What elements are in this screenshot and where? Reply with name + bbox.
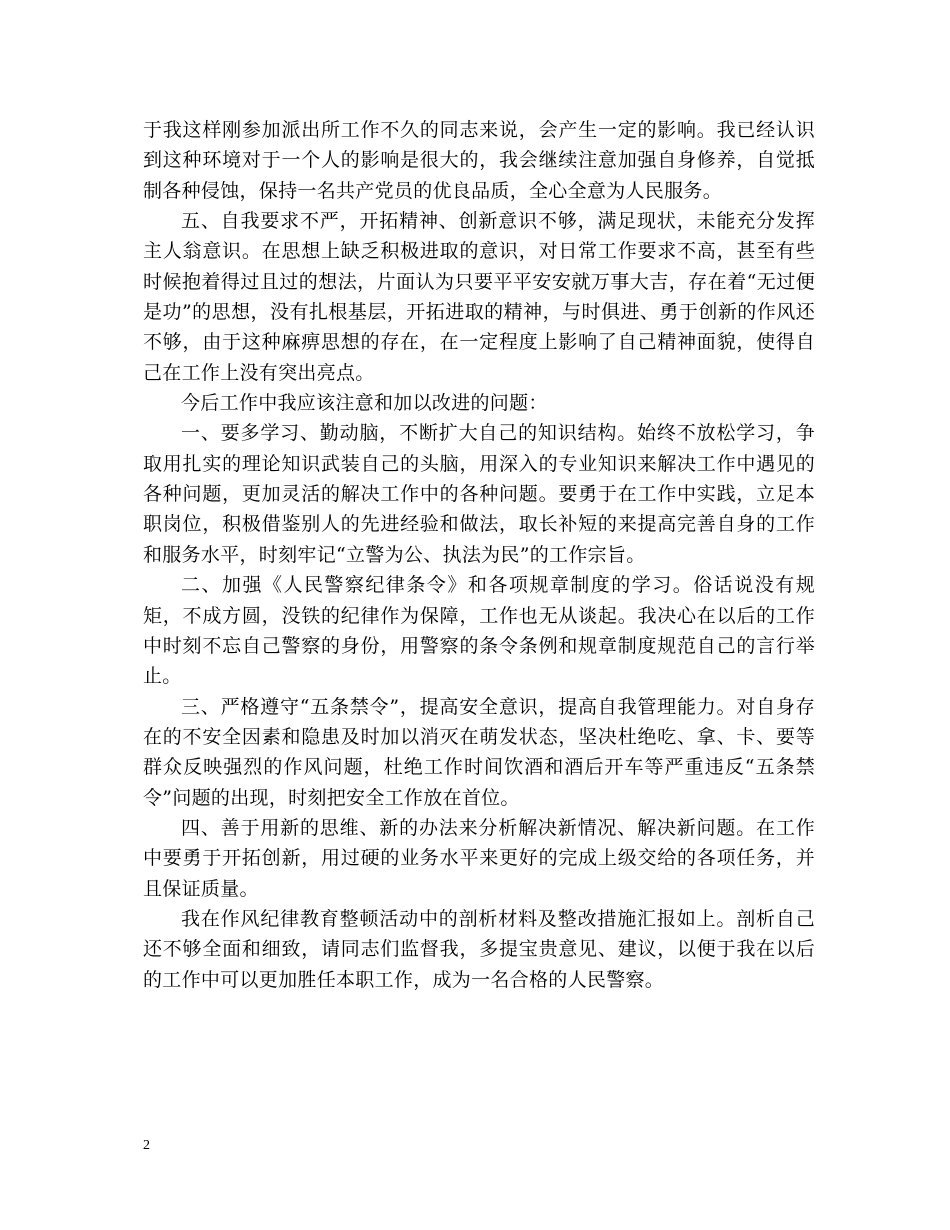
paragraph-conclusion: 我在作风纪律教育整顿活动中的剖析材料及整改措施汇报如上。剖析自己还不够全面和细致，请同志们监督我，多提宝贵意见、建议，以便于我在以后的工作中可以更加胜任本职工作，成为一名合格的人民警察。: [143, 907, 815, 991]
page-number: 2: [143, 1138, 150, 1153]
document-body: [143, 115, 815, 995]
paragraph-improvement-three: 三、严格遵守“五条禁令”，提高安全意识，提高自我管理能力。对自身存在的不安全因素和隐患及时加以消灭在萌发状态，坚决杜绝吃、拿、卡、要等群众反映强烈的作风问题，杜绝工作时间饮酒和酒后开车等严重违反“五条禁令”问题的出现，时刻把安全工作放在首位。: [143, 695, 815, 809]
paragraph-continued: 于我这样刚参加派出所工作不久的同志来说，会产生一定的影响。我已经认识到这种环境对于一个人的影响是很大的，我会继续注意加强自身修养，自觉抵制各种侵蚀，保持一名共产党员的优良品质，全心全意为人民服务。: [143, 119, 815, 202]
paragraph-improvements-heading: 今后工作中我应该注意和加以改进的问题：: [181, 392, 548, 415]
paragraph-improvement-four: 四、善于用新的思维、新的办法来分析解决新情况、解决新问题。在工作中要勇于开拓创新，用过硬的业务水平来更好的完成上级交给的各项任务，并且保证质量。: [143, 816, 815, 900]
paragraph-point-five: 五、自我要求不严，开拓精神、创新意识不够，满足现状，未能充分发挥主人翁意识。在思想上缺乏积极进取的意识，对日常工作要求不高，甚至有些时候抱着得过且过的想法，片面认为只要平平安安就万事大吉，存在着“无过便是功”的思想，没有扎根基层，开拓进取的精神，与时俱进、勇于创新的作风还不够，由于这种麻痹思想的存在，在一定程度上影响了自己精神面貌，使得自己在工作上没有突出亮点。: [143, 210, 815, 384]
paragraph-improvement-one: 一、要多学习、勤动脑，不断扩大自己的知识结构。始终不放松学习，争取用扎实的理论知识武装自己的头脑，用深入的专业知识来解决工作中遇见的各种问题，更加灵活的解决工作中的各种问题。要勇于在工作中实践，立足本职岗位，积极借鉴别人的先进经验和做法，取长补短的来提高完善自身的工作和服务水平，时刻牢记“立警为公、执法为民”的工作宗旨。: [143, 422, 815, 566]
paragraph-improvement-two: 二、加强《人民警察纪律条令》和各项规章制度的学习。俗话说没有规矩，不成方圆，没铁的纪律作为保障，工作也无从谈起。我决心在以后的工作中时刻不忘自己警察的身份，用警察的条令条例和规章制度规范自己的言行举止。: [143, 574, 815, 688]
